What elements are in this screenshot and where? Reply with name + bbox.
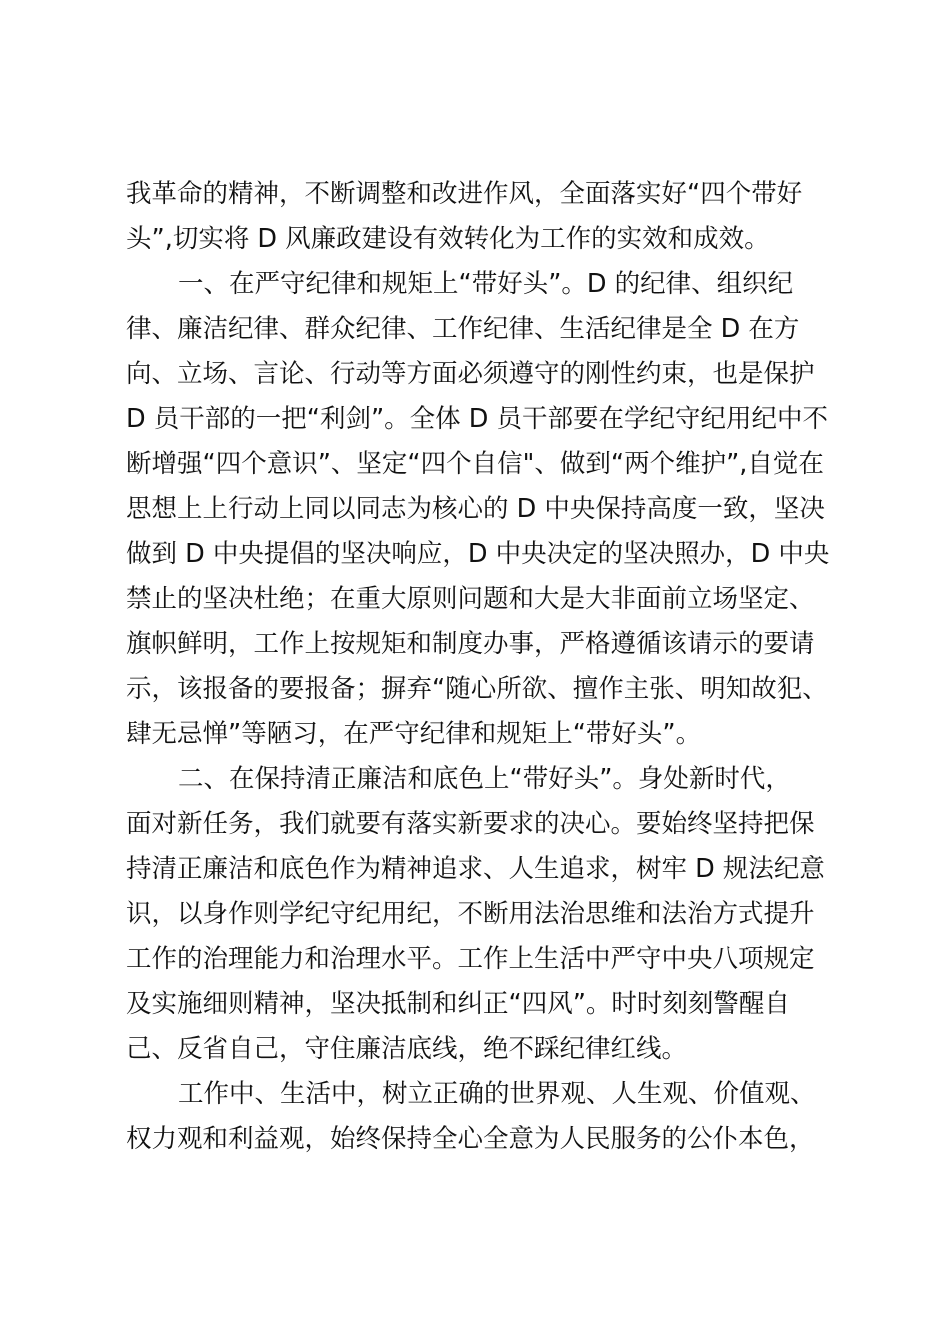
text-line-19: 及实施细则精神，坚决抵制和纠正“四风”。时时刻刻警醒自 xyxy=(126,989,790,1019)
text-line-9: 做到 D 中央提倡的坚决响应，D 中央决定的坚决照办，D 中央 xyxy=(126,539,830,569)
text-line-10: 禁止的坚决杜绝；在重大原则问题和大是大非面前立场坚定、 xyxy=(126,584,815,614)
document-body xyxy=(126,172,830,1162)
paragraph-start-3: 工作中、生活中，树立正确的世界观、人生观、价值观、 xyxy=(178,1079,816,1109)
text-line-7: 断增强“四个意识”、坚定“四个自信"、做到“两个维护”,自觉在 xyxy=(126,449,824,479)
section-heading-1: 一、在严守纪律和规矩上“带好头”。D 的纪律、组织纪 xyxy=(178,269,794,299)
text-line-5: 向、立场、言论、行动等方面必须遵守的刚性约束，也是保护 xyxy=(126,359,815,389)
text-line-13: 肆无忌惮”等陋习，在严守纪律和规矩上“带好头”。 xyxy=(126,719,702,749)
text-line-17: 识，以身作则学纪守纪用纪，不断用法治思维和法治方式提升 xyxy=(126,899,815,929)
text-line-15: 面对新任务，我们就要有落实新要求的决心。要始终坚持把保 xyxy=(126,809,815,839)
text-line-16: 持清正廉洁和底色作为精神追求、人生追求，树牢 D 规法纪意 xyxy=(126,854,825,884)
text-line-6: D 员干部的一把“利剑”。全体 D 员干部要在学纪守纪用纪中不 xyxy=(126,404,829,434)
text-line-12: 示，该报备的要报备；摒弃“随心所欲、擅作主张、明知故犯、 xyxy=(126,674,828,704)
text-line-20: 己、反省自己，守住廉洁底线，绝不踩纪律红线。 xyxy=(126,1034,688,1064)
text-line-11: 旗帜鲜明，工作上按规矩和制度办事，严格遵循该请示的要请 xyxy=(126,629,815,659)
text-line-8: 思想上上行动上同以同志为核心的 D 中央保持高度一致，坚决 xyxy=(126,494,825,524)
section-heading-2: 二、在保持清正廉洁和底色上“带好头”。身处新时代， xyxy=(178,764,791,794)
text-line-2: 头”,切实将 D 风廉政建设有效转化为工作的实效和成效。 xyxy=(126,224,770,254)
text-line-1: 我革命的精神，不断调整和改进作风，全面落实好“四个带好 xyxy=(126,179,803,209)
text-line-18: 工作的治理能力和治理水平。工作上生活中严守中央八项规定 xyxy=(126,944,815,974)
text-line-22: 权力观和利益观，始终保持全心全意为人民服务的公仆本色， xyxy=(126,1124,815,1154)
text-line-4: 律、廉洁纪律、群众纪律、工作纪律、生活纪律是全 D 在方 xyxy=(126,314,800,344)
